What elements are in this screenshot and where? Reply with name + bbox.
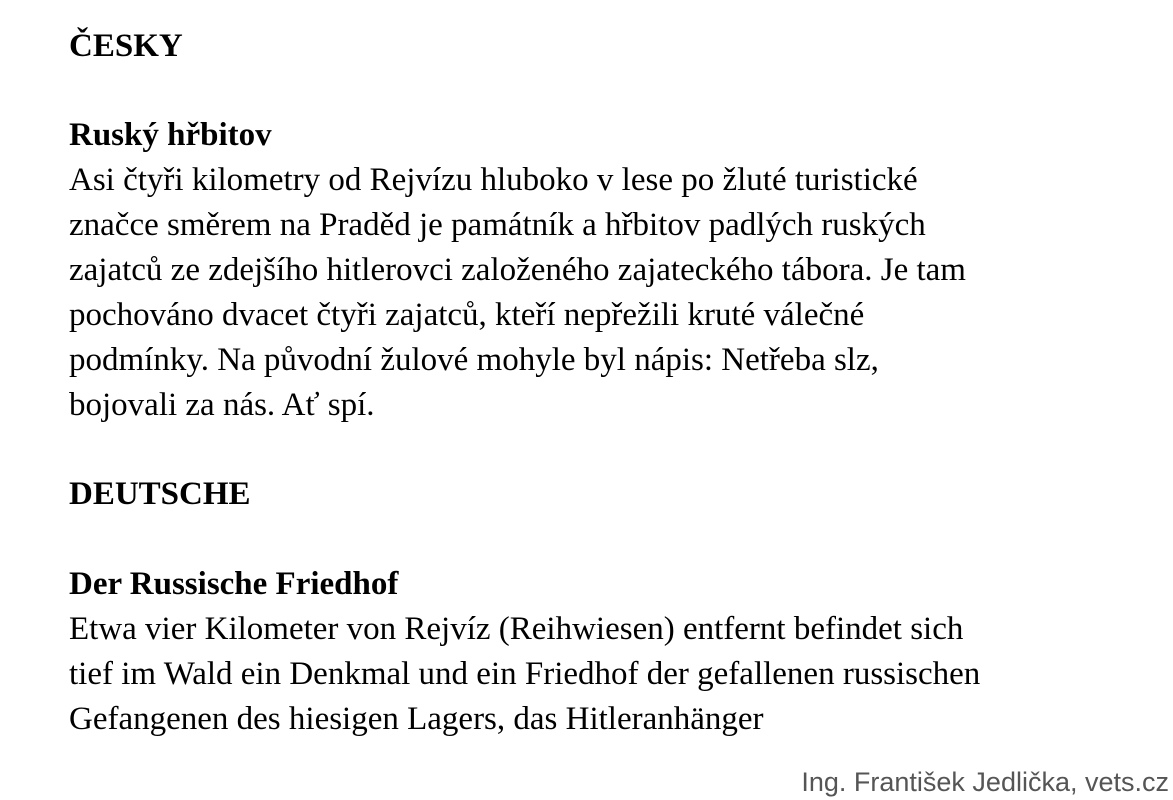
czech-text-line: Asi čtyři kilometry od Rejvízu hluboko v lese po žluté turistické (69, 162, 918, 198)
czech-section-title: Ruský hřbitov (69, 117, 272, 153)
czech-text-line: bojovali za nás. Ať spí. (69, 387, 375, 423)
german-text-line: tief im Wald ein Denkmal und ein Friedhof der gefallenen russischen (69, 656, 981, 692)
czech-text-line: zajatců ze zdejšího hitlerovci založeného zajateckého tábora. Je tam (69, 252, 966, 288)
footer-credit: Ing. František Jedlička, vets.cz (801, 767, 1169, 797)
german-text-line: Gefangenen des hiesigen Lagers, das Hitleranhänger (69, 701, 764, 737)
german-language-heading: DEUTSCHE (69, 476, 251, 512)
czech-language-heading: ČESKY (69, 28, 183, 64)
czech-text-line: podmínky. Na původní žulové mohyle byl nápis: Netřeba slz, (69, 342, 879, 378)
czech-text-line: značce směrem na Praděd je památník a hřbitov padlých ruských (69, 207, 926, 243)
german-text-line: Etwa vier Kilometer von Rejvíz (Reihwiesen) entfernt befindet sich (69, 611, 964, 647)
german-section-title: Der Russische Friedhof (69, 566, 399, 602)
czech-text-line: pochováno dvacet čtyři zajatců, kteří nepřežili kruté válečné (69, 297, 865, 333)
